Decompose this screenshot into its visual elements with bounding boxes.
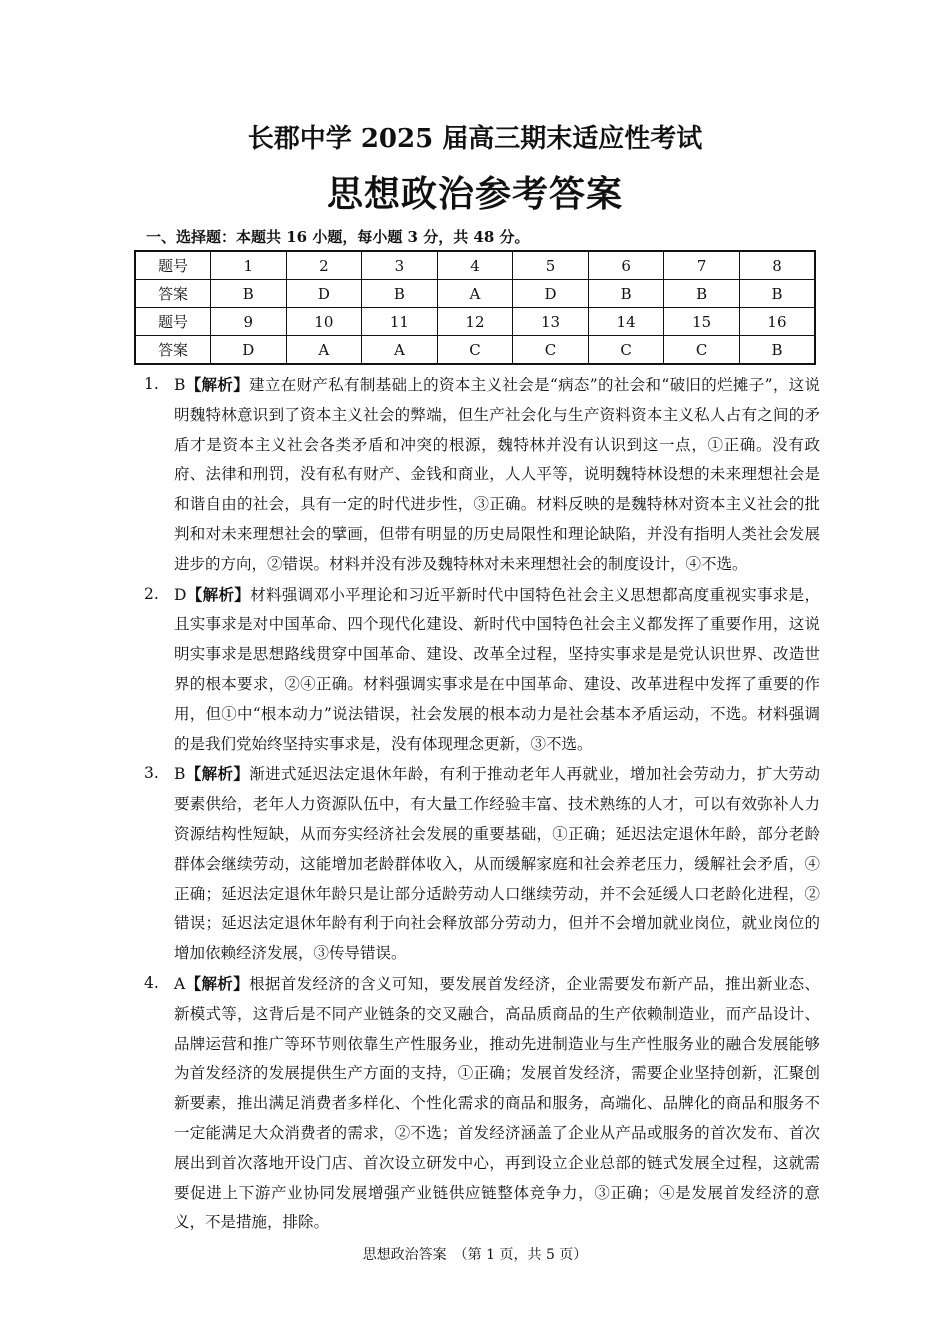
answer-cell: C [664,336,740,365]
answer-cell: B [588,280,664,308]
explanations-list [144,370,820,1238]
question-number-cell: 11 [362,308,438,336]
answer-letter: A [174,974,186,993]
section-heading: 一、选择题：本题共 16 小题，每小题 3 分，共 48 分。 [146,228,530,246]
explanation-item [144,759,820,969]
question-number-cell: 14 [588,308,664,336]
question-number-row-1 [135,251,815,280]
explanation-text: 渐进式延迟法定退休年龄，有利于推动老年人再就业，增加社会劳动力，扩大劳动要素供给，老年人力资源队伍中，有大量工作经验丰富、技术熟练的人才，可以有效弥补人力资源结构性短缺，从而夯实经济社会发展的重要基础，①正确；延迟法定退休年龄，部分老龄群体会继续劳动，这能增加老龄群体收入，从而缓解家庭和社会养老压力，缓解社会矛盾，④正确；延迟法定退休年龄只是让部分适龄劳动人口继续劳动，并不会延缓人口老龄化进程，②错误；延迟法定退休年龄有利于向社会释放部分劳动力，但并不会增加就业岗位，就业岗位的增加依赖经济发展，③传导错误。 [174,765,820,963]
analysis-tag: 【解析】 [185,973,250,993]
question-number: 4. [144,973,159,992]
question-number-cell: 5 [513,251,589,280]
explanation-item [144,969,820,1238]
row-label-answer: 答案 [135,336,211,365]
row-label-answer: 答案 [135,280,211,308]
question-number-cell: 8 [739,251,815,280]
exam-title: 长郡中学 2025 届高三期末适应性考试 [247,124,703,154]
answer-cell: A [437,280,513,308]
page-footer: 思想政治答案 （第 1 页，共 5 页） [362,1247,588,1263]
question-number-cell: 1 [211,251,287,280]
question-number-cell: 9 [211,308,287,336]
answer-cell: C [513,336,589,365]
answer-cell: D [286,280,362,308]
answer-cell: A [286,336,362,365]
explanation-item [144,370,820,580]
answer-cell: C [437,336,513,365]
explanation-text: 材料强调邓小平理论和习近平新时代中国特色社会主义思想都高度重视实事求是，且实事求是对中国革命、四个现代化建设、新时代中国特色社会主义都发挥了重要作用，这说明实事求是思想路线贯穿中国革命、建设、改革全过程，坚持实事求是是党认识世界、改造世界的根本要求，②④正确。材料强调实事求是在中国革命、建设、改革进程中发挥了重要的作用，但①中“根本动力”说法错误，社会发展的根本动力是社会基本矛盾运动，不选。材料强调的是我们党始终坚持实事求是，没有体现理念更新，③不选。 [174,585,820,753]
answer-cell: D [513,280,589,308]
question-number-cell: 15 [664,308,740,336]
explanation-text: 建立在财产私有制基础上的资本主义社会是“病态”的社会和“破旧的烂摊子”，这说明魏特林意识到了资本主义社会的弊端，但生产社会化与生产资料资本主义私人占有之间的矛盾才是资本主义社会各类矛盾和冲突的根源，魏特林并没有认识到这一点，①正确。没有政府、法律和刑罚，没有私有财产、金钱和商业，人人平等，说明魏特林设想的未来理想社会是和谐自由的社会，具有一定的时代进步性，③正确。材料反映的是魏特林对资本主义社会的批判和对未来理想社会的擘画，但带有明显的历史局限性和理论缺陷，并没有指明人类社会发展进步的方向，②错误。材料并没有涉及魏特林对未来理想社会的制度设计，④不选。 [174,376,820,573]
answer-letter: B [174,765,186,784]
answer-cell: B [664,280,740,308]
row-label-question: 题号 [135,251,211,280]
answer-cell: B [739,336,815,365]
answer-row-2 [135,336,815,365]
explanation-item [144,580,820,760]
question-number: 3. [144,764,159,783]
answer-row-1 [135,280,815,308]
answer-table [134,250,816,365]
question-number: 1. [144,375,159,393]
question-number-cell: 12 [437,308,513,336]
question-number-cell: 7 [664,251,740,280]
answer-cell: C [588,336,664,365]
answer-letter: D [174,585,187,604]
answer-cell: B [362,280,438,308]
question-number-cell: 16 [739,308,815,336]
question-number-cell: 13 [513,308,589,336]
document-title: 思想政治参考答案 [326,173,623,215]
answer-cell: A [362,336,438,365]
question-number: 2. [144,584,159,603]
analysis-tag: 【解析】 [186,584,251,604]
question-number-cell: 2 [286,251,362,280]
answer-cell: D [211,336,287,365]
analysis-tag: 【解析】 [185,375,250,394]
question-number-cell: 4 [437,251,513,280]
row-label-question: 题号 [135,308,211,336]
analysis-tag: 【解析】 [185,764,250,784]
explanation-text: 根据首发经济的含义可知，要发展首发经济，企业需要发布新产品，推出新业态、新模式等，这背后是不同产业链条的交叉融合，高品质商品的生产依赖制造业，而产品设计、品牌运营和推广等环节则依靠生产性服务业，推动先进制造业与生产性服务业的融合发展能够为首发经济的发展提供生产方面的支持，①正确；发展首发经济，需要企业坚持创新，汇聚创新要素，推出满足消费者多样化、个性化需求的商品和服务，高端化、品牌化的商品和服务不一定能满足大众消费者的需求，②不选；首发经济涵盖了企业从产品或服务的首次发布、首次展出到首次落地开设门店、首次设立研发中心，再到设立企业总部的链式发展全过程，这就需要促进上下游产业协同发展增强产业链供应链整体竞争力，③正确；④是发展首发经济的意义，不是措施，排除。 [174,974,820,1232]
question-number-cell: 10 [286,308,362,336]
answer-letter: B [174,376,186,394]
answer-cell: B [739,280,815,308]
question-number-cell: 3 [362,251,438,280]
answer-cell: B [211,280,287,308]
question-number-cell: 6 [588,251,664,280]
question-number-row-2 [135,308,815,336]
